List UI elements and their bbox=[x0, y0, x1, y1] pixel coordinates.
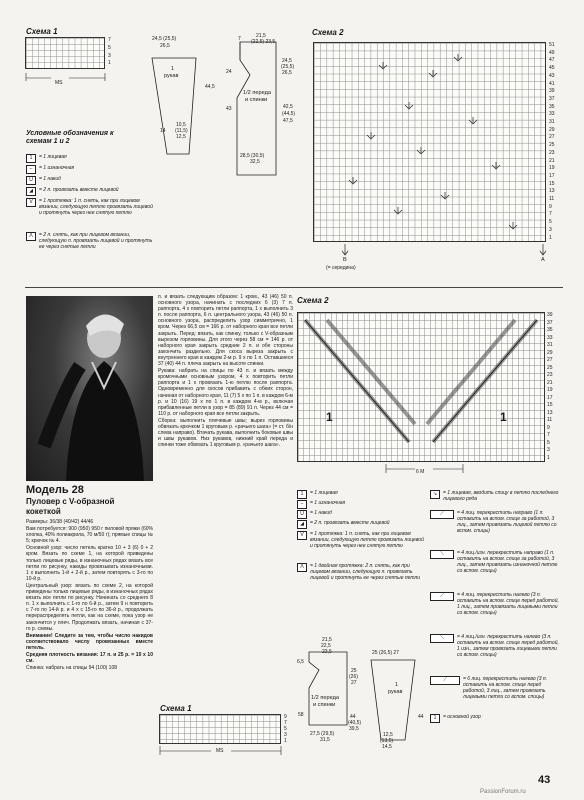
row-number: 37 bbox=[549, 95, 555, 102]
row-number: 3 bbox=[284, 732, 287, 738]
yarn-over-icon: U bbox=[26, 176, 36, 185]
body-armhole-3: 26,5 bbox=[282, 70, 292, 76]
row-number: 29 bbox=[549, 126, 555, 133]
row-number: 33 bbox=[547, 334, 553, 341]
row-number: 31 bbox=[549, 119, 555, 126]
body-length-2: (44,5) bbox=[282, 111, 296, 117]
legend-title: Условные обозначения к схемам 1 и 2 bbox=[26, 130, 114, 145]
bottom-sleeve-label: рукав bbox=[388, 689, 403, 695]
bottom-scheme1-row-numbers bbox=[284, 714, 287, 744]
row-number: 5 bbox=[547, 439, 550, 446]
body-shoulder-2: (22,5) 23,5 bbox=[251, 39, 276, 45]
mid-scheme2-title: Схема 2 bbox=[297, 296, 329, 305]
row-number: 17 bbox=[549, 172, 555, 179]
legend2-item: ⟋ = 4 лиц. перекрестить налево (3 п. оставить на вспом. спице перед работой, 1 лиц., затем провязать лицевыми петли со вспом. спицы) bbox=[430, 592, 560, 616]
scheme1-ms-bracket bbox=[25, 72, 107, 82]
watermark: PassionForum.ru bbox=[480, 789, 526, 795]
body-width-2: 32,5 bbox=[250, 159, 260, 165]
row-number: 17 bbox=[547, 394, 553, 401]
divider bbox=[25, 287, 563, 288]
body-width: 28,5 (30,5) bbox=[240, 153, 265, 159]
bottom-body-width: 27,5 (29,5) bbox=[310, 731, 335, 737]
row-number: 19 bbox=[547, 387, 553, 393]
legend2-item: – = 1 изнаночная bbox=[297, 500, 425, 509]
row-number: 3 bbox=[108, 52, 111, 59]
bottom-armhole: 25 bbox=[351, 668, 357, 674]
row-number: 19 bbox=[549, 165, 555, 172]
bottom-sleeve-length: 44 bbox=[418, 714, 424, 720]
legend2-item: V = 1 протяжка: 1 п. снять, как при лицевом вязании, следующую петлю провязать лицевой и протянуть через нее снятую петлю bbox=[297, 531, 425, 549]
row-number: 1 bbox=[108, 60, 111, 67]
row-number: 5 bbox=[549, 219, 552, 226]
sizes: Размеры: 36/38 (40/42) 44/46 bbox=[26, 519, 94, 525]
top-scheme2-row-numbers bbox=[549, 42, 555, 242]
page-number: 43 bbox=[538, 774, 551, 786]
scheme1-title: Схема 1 bbox=[26, 27, 58, 36]
legend-item: – = 1 изнаночная bbox=[26, 165, 156, 174]
row-number: 37 bbox=[547, 319, 553, 326]
scheme1-ms-label: MS bbox=[55, 80, 63, 86]
bottom-sleeve-cuff: 12,5 bbox=[383, 732, 393, 738]
row-number: 5 bbox=[108, 44, 111, 51]
row-number: 47 bbox=[549, 57, 555, 64]
row-number: 11 bbox=[547, 417, 553, 423]
mid-scheme2-6m: 6 М bbox=[416, 469, 425, 475]
marker-a: A bbox=[541, 257, 545, 263]
marker-b: B bbox=[343, 257, 347, 263]
sleeve-piece-number: 1 bbox=[171, 66, 175, 72]
skpo-icon: V bbox=[297, 531, 307, 540]
bottom-body-side-3: 39,5 bbox=[349, 726, 359, 732]
sleeve-bottom-width: 10,5 bbox=[176, 122, 186, 128]
model-instructions bbox=[26, 519, 153, 672]
bottom-sleeve-number: 1 bbox=[395, 682, 399, 688]
legend2-item: ⟍ = 4 лиц./изн. перекрестить налево (3 п. оставить на вспом. спице перед работой, 1 изн., затем провязать лицевыми петли со вспом. спицы) bbox=[430, 634, 560, 658]
body-label: 1/2 переда bbox=[243, 90, 271, 96]
row-number: 45 bbox=[549, 65, 555, 72]
central-pattern: Центральный узор: вязать по схеме 2, на которой приведены только лицевые ряды, в изнаночных рядах вязать все петли по рисунку. Начинать со среднего 8 п. 1 х выполнить с 1-го по 6-й р., затем 9 н повторить с 7-го по 14-й р. и 4 х с 15-го по 36-й р., продолжать перераспределять петли, как на схеме, пока узор не закончится у плеч. Продолжать вязать, начиная с 37-го р. схемы. bbox=[26, 582, 153, 632]
row-number: 39 bbox=[549, 88, 555, 95]
row-number: 21 bbox=[547, 379, 553, 386]
row-number: 25 bbox=[547, 364, 553, 371]
main-pattern-icon: 1 bbox=[430, 714, 440, 723]
materials: Вам потребуется: 900 (950) 950 г пиловой пряжи (60% хлопка, 40% полиакрила, 70 м/50 г); прямые спицы № 5; крючок № 4. bbox=[26, 526, 153, 545]
legend2-item: ⟋ = 4 лиц. перекрестить направо (1 п. оставить на вспом. спице за работой, 3 лиц., затем провязать лицевой петлю со вспом. спицы) bbox=[430, 510, 560, 534]
cable-right-icon: ⟋ bbox=[430, 510, 454, 519]
body-shoulder: 21,5 bbox=[256, 33, 266, 39]
body-length: 42,5 bbox=[283, 104, 293, 110]
row-number: 1 bbox=[284, 738, 287, 744]
legend2-item: ↘ = 1 лицевая, вводить спицу в петлю последнего лицевого ряда bbox=[430, 490, 560, 502]
knit-stitch-icon: 1 bbox=[26, 154, 36, 163]
legend2-item: Ʌ = 1 двойная протяжка: 2 п. снять, как при лицевом вязании, следующую п. провязать лицевой и протянуть ее через снятые петли bbox=[297, 563, 425, 581]
mid-scheme2-cables bbox=[297, 312, 545, 462]
mid-scheme2-row-numbers bbox=[547, 312, 553, 462]
scheme1-grid bbox=[25, 37, 105, 69]
knit-stitch-icon: 1 bbox=[297, 490, 307, 499]
top-scheme2-arrows bbox=[313, 42, 546, 242]
knit-below-icon: ↘ bbox=[430, 490, 440, 499]
row-number: 7 bbox=[549, 211, 552, 218]
row-number: 31 bbox=[547, 342, 553, 348]
body-armhole: 24,5 bbox=[282, 58, 292, 64]
row-number: 15 bbox=[547, 402, 553, 408]
bottom-body-shoulder-2: 22,5 bbox=[321, 643, 331, 649]
legend2-item: U = 1 накид bbox=[297, 510, 425, 519]
row-number: 13 bbox=[547, 409, 553, 416]
sleeve-top-width-2: 26,5 bbox=[160, 43, 170, 49]
bottom-body-shoulder-3: 23,5 bbox=[322, 649, 332, 655]
bottom-body-label-2: и спинки bbox=[313, 702, 336, 708]
row-number: 29 bbox=[547, 349, 553, 356]
bottom-armhole-2: (26) bbox=[349, 674, 358, 680]
k2tog-icon: ◢ bbox=[26, 187, 36, 196]
legend2-item: 1 = 1 лицевая bbox=[297, 490, 425, 499]
bottom-body-shoulder: 21,5 bbox=[322, 637, 332, 643]
row-number: 35 bbox=[547, 327, 553, 333]
row-number: 39 bbox=[547, 312, 553, 318]
gauge: Средняя плотность вязания: 17 п. и 25 р. = 10 х 10 см. bbox=[26, 651, 153, 665]
row-number: 9 bbox=[284, 714, 287, 720]
back: Спинка: набрать на спицы 94 (100) 108 bbox=[26, 665, 118, 672]
body-side-height: 43 bbox=[226, 106, 232, 112]
top-scheme2-markers bbox=[313, 242, 553, 262]
bottom-body-side: 44 bbox=[350, 714, 356, 720]
legend-item: Ʌ = 2 п. снять, как при лицевом вязании, следующую п. провязать лицевой и протянуть ее через снятые петли bbox=[26, 232, 156, 250]
purl-stitch-icon: – bbox=[26, 165, 36, 174]
model-subtitle: Пуловер с V-образной кокеткой bbox=[26, 497, 115, 516]
bottom-body-side-2: (40,5) bbox=[348, 720, 362, 726]
purl-stitch-icon: – bbox=[297, 500, 307, 509]
row-number: 25 bbox=[549, 142, 555, 149]
k2tog-icon: ◢ bbox=[297, 520, 307, 529]
sleeve-cuff-height: 14 bbox=[160, 128, 166, 134]
row-number: 23 bbox=[549, 149, 555, 156]
sleeve-top-width: 24,5 (25,5) bbox=[152, 36, 177, 42]
bottom-armhole-3: 27 bbox=[351, 680, 357, 686]
assembly: Сборка: выполнить плечевые швы; вырез горловины обвязать крючком 1 круговым р. «рачьего шага» (= ст. б/н слева направо). Втачать рукава, выполнить боковые швы и швы рукавов. Низ рукавов, нижний край переда и спинки тоже обвязать 1 круговым р. «рачьего шага». bbox=[158, 417, 293, 449]
row-number: 41 bbox=[549, 80, 555, 87]
sleeve-length: 44,5 bbox=[205, 84, 215, 90]
row-number: 5 bbox=[284, 726, 287, 732]
body-armhole-2: (25,5) bbox=[281, 64, 295, 70]
bottom-sleeve-top: 25 (26,5) 27 bbox=[372, 650, 399, 656]
bottom-body-label: 1/2 переда bbox=[311, 695, 339, 701]
legend2-item: 1 = основной узор bbox=[430, 714, 560, 723]
body-neck-depth: 7 bbox=[238, 36, 241, 42]
legend2-item: ◢ = 2 п. провязать вместе лицевой bbox=[297, 520, 425, 529]
cable-left-icon: ⟋ bbox=[430, 592, 454, 601]
bottom-body-neck: 6,5 bbox=[297, 659, 304, 665]
row-number: 27 bbox=[549, 134, 555, 141]
main-pattern: Основной узор: число петель кратно 10 + 3 (6) 0 + 2 кром. Вязать по схеме 1, на которой приведены только лицевые ряды, в изнаночных рядах вязать все петли по рисунку, накиды провязывать изнаночными. 1 х выполнить 1-й + 2-й р., затем повторять с 3-го по 10-й р. bbox=[26, 545, 153, 582]
cable-6-left-icon: ⟋ bbox=[430, 676, 460, 685]
body-label-2: и спинки bbox=[245, 97, 268, 103]
legend-item: 1 = 1 лицевая bbox=[26, 154, 156, 163]
row-number: 3 bbox=[547, 447, 550, 453]
row-number: 15 bbox=[549, 180, 555, 187]
cable-left-purl-icon: ⟍ bbox=[430, 634, 454, 643]
row-number: 7 bbox=[284, 720, 287, 726]
sleeves: Рукава: набрать на спицы по 43 п. и вязать между кромочными основным узором, 4 х повторить петли раппорта и 1 х провязать 1-ю петлю после раппорта. Одновременно для скосов прибавить с обеих сторон, начиная от наборного края, 11 (7) 5 х по 1 п. в каждом 6-м р. и 10 (16) 19 х по 1 п. в каждом 4-м р., включая прибавленные петли в узор = 85 (89) 91 п. Через 44 см = 110 р. от наборного края все петли закрыть. bbox=[158, 368, 293, 417]
skpo-icon: V bbox=[26, 198, 36, 207]
double-decrease-icon: Ʌ bbox=[297, 563, 307, 572]
row-number: 9 bbox=[549, 203, 552, 210]
attention-note: Внимание! Следите за тем, чтобы число накидов соответствовало числу провязанных вместе петель. bbox=[26, 632, 153, 651]
bottom-sleeve-cuff-2: (13,5) bbox=[380, 738, 394, 744]
yarn-over-icon: U bbox=[297, 510, 307, 519]
row-number: 23 bbox=[547, 372, 553, 378]
row-number: 7 bbox=[547, 432, 550, 438]
back-continued: п. и вязать следующим образом: 1 кром., 43 (46) 50 п. основного узора, начинать с последних 6 (3) 7 п. раппорта, 4 х повторить петли раппорта, 1 х выполнить 3 п. после раппорта, 6 п. центрального узора, 43 (46) 50 п. основного узора, распределить узор симметрично, 1 кром. Через 66,5 см = 166 р. от наборного края все петли закрыть. Перед: вязать, как спинку, только с V-образным вырезом горловины. Для этого через 58 см = 146 р. от наборного края закрыть средние 2 п. и обе стороны закончить раздельно. Для скоса выреза закрыть с внутреннего края в каждом 2-м р. 9 х по 1 п. Оставшиеся 37 (40) 44 п. плеча закрыть на высоте спинки. bbox=[158, 294, 293, 368]
row-number: 9 bbox=[547, 424, 550, 431]
cable-right-purl-icon: ⟍ bbox=[430, 550, 454, 559]
center-note: (= середина) bbox=[326, 265, 356, 271]
row-number: 3 bbox=[549, 226, 552, 233]
legend2-item: ⟋ = 6 лиц. перекрестить налево (3 п. оставить на вспом. спице перед работой, 3 лиц., затем провязать лицевыми петли со вспом. спицы) bbox=[430, 676, 560, 700]
mid-scheme2-left-number: 1 bbox=[326, 410, 333, 424]
bottom-body-width-2: 31,5 bbox=[320, 737, 330, 743]
body-neck-height: 24 bbox=[226, 69, 232, 75]
legend-item: V = 1 протяжка: 1 п. снять, как при лицевом вязании, следующую петлю провязать лицевой и протянуть через нее снятую петлю bbox=[26, 198, 156, 216]
double-decrease-icon: Ʌ bbox=[26, 232, 36, 241]
row-number: 11 bbox=[549, 196, 555, 203]
legend2-item: ⟍ = 4 лиц./изн. перекрестить направо (1 п. оставить на вспом. спице за работой, 3 лиц., затем провязать изнаночной петлю со вспом. спицы) bbox=[430, 550, 560, 574]
scheme1-row-numbers bbox=[108, 37, 111, 68]
sleeve-bottom-width-3: 12,5 bbox=[176, 134, 186, 140]
bottom-scheme1-title: Схема 1 bbox=[160, 704, 192, 713]
row-number: 13 bbox=[549, 188, 555, 195]
sleeve-bottom-width-2: (11,5) bbox=[175, 128, 188, 134]
mid-scheme2-6m-bracket bbox=[385, 463, 465, 477]
row-number: 21 bbox=[549, 157, 555, 164]
bottom-sleeve-cuff-3: 14,5 bbox=[382, 744, 392, 750]
mid-scheme2-right-number: 1 bbox=[500, 410, 507, 424]
row-number: 7 bbox=[108, 37, 111, 43]
instructions-column-2 bbox=[158, 294, 293, 449]
row-number: 51 bbox=[549, 42, 555, 48]
model-title: Модель 28 bbox=[26, 484, 84, 496]
photo-figure bbox=[26, 296, 153, 481]
bottom-body-length: 58 bbox=[298, 712, 304, 718]
body-length-3: 47,5 bbox=[283, 118, 293, 124]
row-number: 1 bbox=[547, 454, 550, 461]
bottom-ms-label: MS bbox=[216, 748, 224, 754]
row-number: 43 bbox=[549, 72, 555, 79]
row-number: 27 bbox=[547, 357, 553, 363]
model-photo bbox=[26, 296, 153, 481]
legend-item: U = 1 накид bbox=[26, 176, 156, 185]
row-number: 35 bbox=[549, 103, 555, 110]
sleeve-label: рукав bbox=[164, 73, 179, 79]
row-number: 49 bbox=[549, 49, 555, 56]
row-number: 1 bbox=[549, 234, 552, 241]
top-scheme2-title: Схема 2 bbox=[312, 28, 344, 37]
legend-item: ◢ = 2 п. провязать вместе лицевой bbox=[26, 187, 156, 196]
bottom-scheme1-grid bbox=[159, 714, 281, 744]
row-number: 33 bbox=[549, 111, 555, 118]
